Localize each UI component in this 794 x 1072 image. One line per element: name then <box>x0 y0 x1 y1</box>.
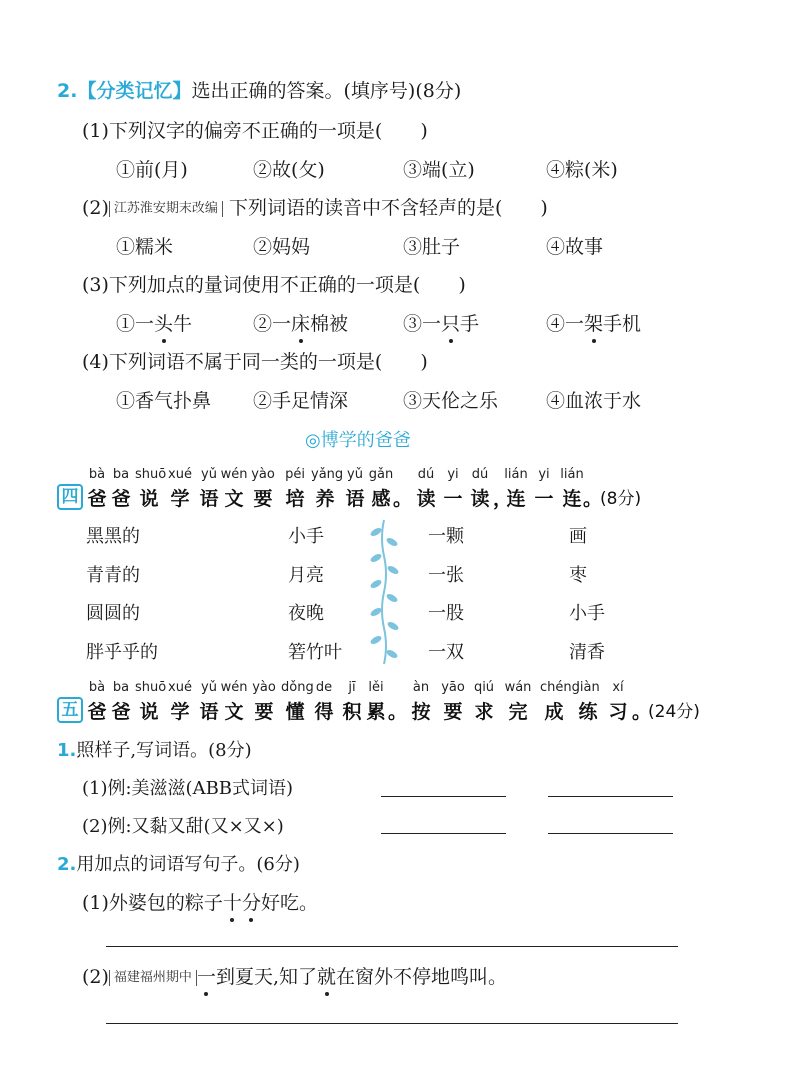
title-character: 说 <box>139 488 159 510</box>
title-character: 按 <box>411 701 431 723</box>
dotted-word: 分 <box>242 888 261 915</box>
match-item[interactable]: 黑黑的 <box>86 526 140 547</box>
s4-pinyin-row <box>87 467 647 485</box>
title-character: 学 <box>170 488 190 510</box>
s5-q2-instruction: 用加点的词语写句子。(6分) <box>76 854 300 875</box>
match-item[interactable]: 圆圆的 <box>86 603 140 624</box>
pinyin-syllable: yǔ <box>201 467 217 482</box>
title-character: 连 <box>562 488 582 510</box>
title-character: 语 <box>345 488 365 510</box>
title-character: 一 <box>443 488 463 510</box>
answer-line[interactable] <box>548 833 673 834</box>
match-item[interactable]: 一双 <box>428 642 464 663</box>
match-item[interactable]: 画 <box>569 526 587 547</box>
title-character: 读 <box>470 488 490 510</box>
match-item[interactable]: 一颗 <box>428 526 464 547</box>
dotted-measure-word: 头 <box>154 309 173 336</box>
q2-4-option-1: ①香气扑鼻 <box>116 390 212 412</box>
sentence-text: (1)外婆包的粽子 <box>82 892 223 914</box>
q2-2-option-4: ④故事 <box>546 236 604 258</box>
pinyin-syllable: liàn <box>576 680 600 695</box>
option-text: 手机 <box>603 313 642 335</box>
q2-item-2-label: (2) <box>82 197 109 219</box>
s5-title-row <box>87 697 707 723</box>
title-punctuation: 。 <box>583 488 603 510</box>
s5-q1-header <box>57 736 252 762</box>
pinyin-syllable: yào <box>252 680 276 695</box>
title-character: 感 <box>371 488 391 510</box>
pinyin-syllable: yào <box>251 467 275 482</box>
dotted-measure-word: 架 <box>584 309 603 336</box>
title-character: 爸 <box>87 701 107 723</box>
option-text: 手 <box>460 313 480 335</box>
match-item[interactable]: 清香 <box>569 642 605 663</box>
q2-item-4-close: ) <box>420 351 428 373</box>
pinyin-syllable: ba <box>112 680 130 695</box>
q2-2-option-1: ①糯米 <box>116 236 174 258</box>
title-character: 积 <box>342 701 362 723</box>
q2-item-3-close: ) <box>458 274 466 296</box>
s5-pinyin-row <box>87 680 647 698</box>
answer-line[interactable] <box>548 796 673 797</box>
pinyin-syllable: shuō <box>135 467 167 482</box>
dotted-word: 十 <box>223 888 242 915</box>
title-character: 懂 <box>285 701 305 723</box>
match-item[interactable]: 一股 <box>428 603 464 624</box>
q2-bracket-open: 【 <box>77 80 97 102</box>
option-text: ④一 <box>546 313 585 335</box>
title-character: 完 <box>508 701 528 723</box>
pinyin-syllable: yǔ <box>347 467 363 482</box>
pinyin-syllable: yǎng <box>311 467 344 482</box>
title-character: 得 <box>314 701 334 723</box>
s5-q2-sentence-2 <box>82 962 507 989</box>
pinyin-syllable: àn <box>412 680 430 695</box>
title-character: 要 <box>253 488 273 510</box>
title-character: 说 <box>139 701 159 723</box>
title-character: 培 <box>285 488 305 510</box>
title-punctuation: ， <box>493 488 513 510</box>
match-item[interactable]: 箬竹叶 <box>288 642 342 663</box>
title-character: 文 <box>224 701 244 723</box>
s4-number: 四 <box>57 484 83 510</box>
match-item[interactable]: 一张 <box>428 565 464 586</box>
title-character: 练 <box>578 701 598 723</box>
pinyin-syllable: bà <box>88 680 106 695</box>
match-item[interactable]: 青青的 <box>86 565 140 586</box>
option-text: ②一 <box>253 313 292 335</box>
match-item[interactable]: 夜晚 <box>288 603 324 624</box>
title-punctuation: 。 <box>632 701 652 723</box>
q2-item-1-close: ) <box>420 120 428 142</box>
sentence-text: 在窗外不停地鸣叫。 <box>336 966 508 988</box>
q2-item-2 <box>82 193 548 220</box>
title-character: 学 <box>170 701 190 723</box>
title-character: 语 <box>199 488 219 510</box>
pinyin-syllable: bà <box>88 467 106 482</box>
title-character: 求 <box>474 701 494 723</box>
vine-divider-icon <box>366 518 402 666</box>
answer-line[interactable] <box>106 946 678 947</box>
title-character: 要 <box>254 701 274 723</box>
q2-item-4-label: (4)下列词语不属于同一类的一项是( <box>82 351 383 373</box>
title-character: 习 <box>608 701 628 723</box>
q2-3-option-3 <box>403 309 479 336</box>
s5-q2-sentence-1 <box>82 888 318 915</box>
s5-q1-instruction: 照样子,写词语。(8分) <box>76 740 252 761</box>
pinyin-syllable: xué <box>168 680 192 695</box>
q2-1-option-2: ②故(攵) <box>253 159 325 181</box>
pinyin-syllable: dú <box>417 467 435 482</box>
sentence-text: 好吃。 <box>260 892 318 914</box>
pinyin-syllable: dǒng <box>281 680 314 695</box>
q2-header <box>57 76 461 103</box>
pinyin-syllable: yāo <box>441 680 465 695</box>
pinyin-syllable: lián <box>560 467 584 482</box>
s5-number: 五 <box>57 697 83 723</box>
source-tag: 福建福州期中 <box>109 970 197 986</box>
answer-line[interactable] <box>106 1023 678 1024</box>
source-tag: 江苏淮安期末改编 <box>109 201 223 217</box>
q2-1-option-3: ③端(立) <box>403 159 475 181</box>
q2-bracket-close: 】 <box>172 80 192 102</box>
title-character: 一 <box>534 488 554 510</box>
title-character: 成 <box>544 701 564 723</box>
q2-4-option-3: ③天伦之乐 <box>403 390 499 412</box>
title-character: 累 <box>366 701 386 723</box>
title-character: 爸 <box>87 488 107 510</box>
q2-item-2-question: 下列词语的读音中不含轻声的是( <box>228 197 503 219</box>
s5-q2-header <box>57 850 300 876</box>
q2-item-1 <box>82 116 428 143</box>
q2-3-option-4 <box>546 309 641 336</box>
pinyin-syllable: jī <box>348 680 356 695</box>
q2-category-title: 分类记忆 <box>96 80 173 102</box>
q2-instruction: 选出正确的答案。(填序号)(8分) <box>191 80 462 102</box>
pinyin-syllable: yi <box>538 467 550 482</box>
pinyin-syllable: xué <box>168 467 192 482</box>
dotted-word: 就 <box>317 962 336 989</box>
pinyin-syllable: yi <box>447 467 459 482</box>
section-score: (8分) <box>600 489 642 509</box>
q2-item-3-label: (3)下列加点的量词使用不正确的一项是( <box>82 274 421 296</box>
dotted-measure-word: 只 <box>441 309 460 336</box>
sentence-text: 到 <box>215 966 235 988</box>
s5-q2-number: 2. <box>57 854 77 875</box>
pinyin-syllable: yǔ <box>201 680 217 695</box>
q2-item-1-label: (1)下列汉字的偏旁不正确的一项是( <box>82 120 383 142</box>
q2-4-option-4: ④血浓于水 <box>546 390 642 412</box>
option-text: ①一 <box>116 313 155 335</box>
pinyin-syllable: de <box>315 680 333 695</box>
pinyin-syllable: ba <box>112 467 130 482</box>
pinyin-syllable: lěi <box>368 680 384 695</box>
s4-title-row <box>87 484 687 510</box>
sentence-label: (2) <box>82 966 109 988</box>
title-punctuation: 。 <box>388 701 408 723</box>
match-item[interactable]: 枣 <box>569 565 587 586</box>
option-text: 棉被 <box>310 313 349 335</box>
q2-3-option-1 <box>116 309 192 336</box>
dotted-measure-word: 床 <box>291 309 310 336</box>
answer-line[interactable] <box>381 796 506 797</box>
pinyin-syllable: gǎn <box>368 467 394 482</box>
pinyin-syllable: qiú <box>473 680 495 695</box>
pinyin-syllable: shuō <box>135 680 167 695</box>
title-character: 爸 <box>111 701 131 723</box>
pinyin-syllable: xí <box>612 680 624 695</box>
q2-item-4 <box>82 347 428 374</box>
match-item[interactable]: 胖乎乎的 <box>86 642 158 663</box>
pinyin-syllable: wén <box>220 680 248 695</box>
title-punctuation: 。 <box>393 488 413 510</box>
q2-2-option-2: ②妈妈 <box>253 236 311 258</box>
s4-number-box <box>57 484 83 510</box>
q2-1-option-1: ①前(月) <box>116 159 188 181</box>
q2-number: 2. <box>57 80 78 102</box>
title-character: 要 <box>443 701 463 723</box>
title-character: 文 <box>224 488 244 510</box>
title-character: 养 <box>315 488 335 510</box>
q2-item-3 <box>82 270 466 297</box>
pinyin-syllable: dú <box>471 467 489 482</box>
sentence-text: 夏天,知了 <box>234 966 318 988</box>
pinyin-syllable: chéng <box>540 680 580 695</box>
section-title: ◎博学的爸爸 <box>305 430 411 451</box>
option-text: ③一 <box>403 313 442 335</box>
title-character: 读 <box>416 488 436 510</box>
pinyin-syllable: wán <box>504 680 532 695</box>
section-score: (24分) <box>648 702 700 722</box>
q2-3-option-2 <box>253 309 348 336</box>
title-character: 语 <box>199 701 219 723</box>
title-character: 连 <box>506 488 526 510</box>
match-item[interactable]: 月亮 <box>288 565 324 586</box>
match-item[interactable]: 小手 <box>288 526 324 547</box>
q2-1-option-4: ④粽(米) <box>546 159 618 181</box>
q2-2-option-3: ③肚子 <box>403 236 461 258</box>
s5-number-box <box>57 697 83 723</box>
s5-q1-example-2: (2)例:又黏又甜(又×又×) <box>82 816 284 837</box>
s5-q1-number: 1. <box>57 740 77 761</box>
title-character: 爸 <box>111 488 131 510</box>
match-item[interactable]: 小手 <box>569 603 605 624</box>
dotted-word: 一 <box>197 962 216 989</box>
q2-4-option-2: ②手足情深 <box>253 390 349 412</box>
pinyin-syllable: péi <box>285 467 305 482</box>
s5-q1-example-1: (1)例:美滋滋(ABB式词语) <box>82 778 294 799</box>
option-text: 牛 <box>173 313 193 335</box>
answer-line[interactable] <box>381 833 506 834</box>
pinyin-syllable: lián <box>504 467 528 482</box>
pinyin-syllable: wén <box>220 467 248 482</box>
q2-item-2-close: ) <box>540 197 548 219</box>
